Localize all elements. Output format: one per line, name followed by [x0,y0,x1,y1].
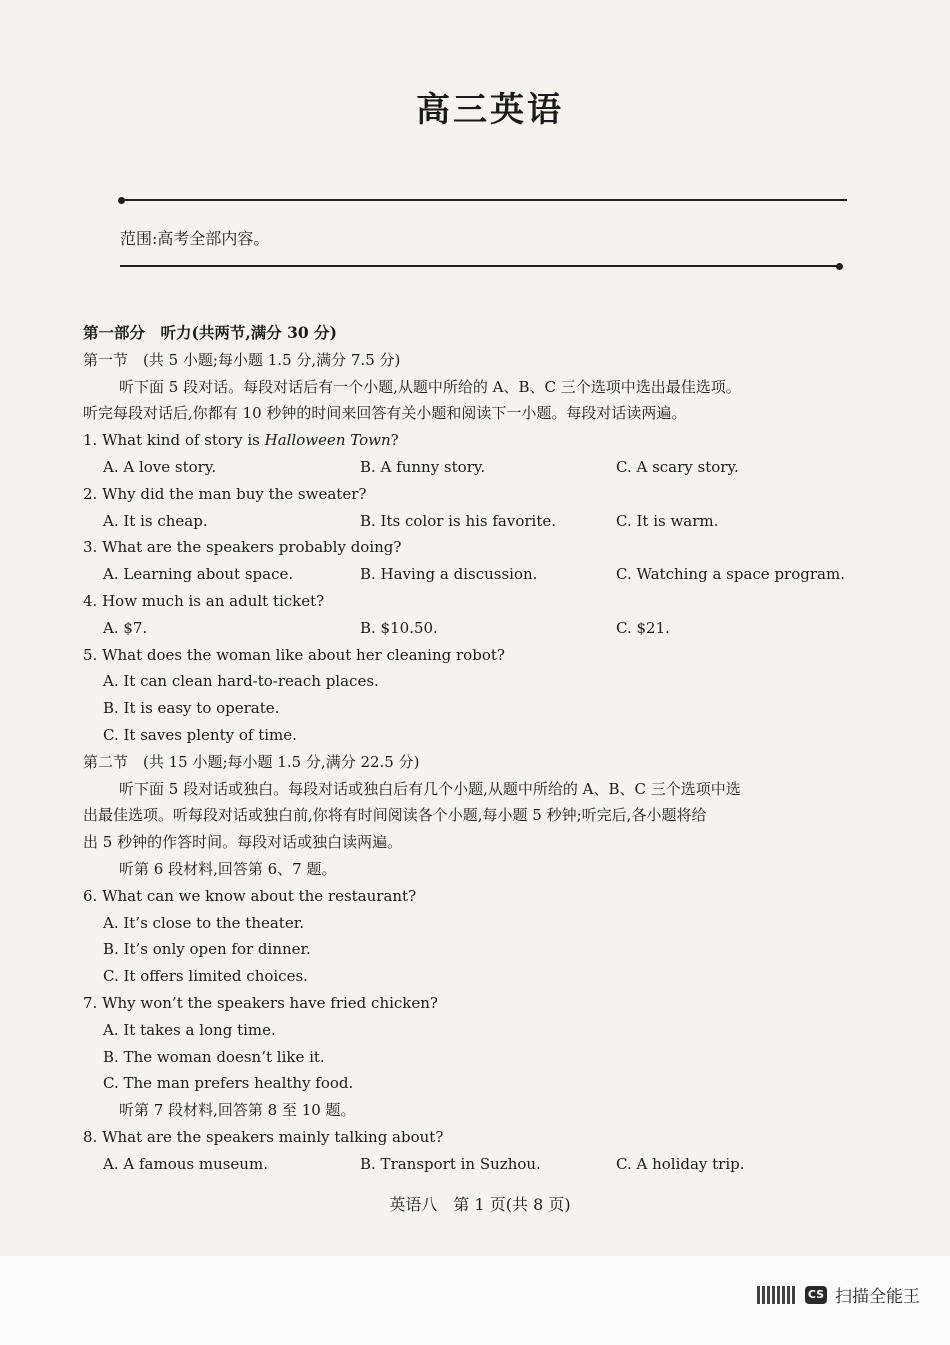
scanner-app-name: 扫描全能王 [835,1287,920,1307]
question-2-option-a: A. It is cheap. [103,511,208,530]
bottom-rule [120,265,838,267]
question-6-option-b: B. It’s only open for dinner. [103,940,311,959]
question-4-stem: 4. How much is an adult ticket? [83,591,325,610]
question-8-options [83,1151,898,1178]
question-6-option-c: C. It offers limited choices. [103,967,308,986]
question-7-stem: 7. Why won’t the speakers have fried chicken? [83,993,438,1012]
question-7-option-b: B. The woman doesn’t like it. [103,1047,325,1066]
question-8-option-a: A. A famous museum. [103,1154,268,1173]
question-2-option-c: C. It is warm. [616,511,719,530]
question-5-stem: 5. What does the woman like about her cleaning robot? [83,645,505,664]
scope-note: 范围:高考全部内容。 [120,229,270,248]
section2-instruction-1: 听下面 5 段对话或独白。每段对话或独白后有几个小题,从题中所给的 A、B、C 三个选项中选 [119,779,741,798]
question-3-option-a: A. Learning about space. [103,565,294,584]
section2-heading: 第二节 (共 15 小题;每小题 1.5 分,满分 22.5 分) [83,752,420,771]
section1-instruction-1: 听下面 5 段对话。每段对话后有一个小题,从题中所给的 A、B、C 三个选项中选出最佳选项。 [119,377,741,396]
question-4-options [83,615,898,642]
question-4-option-b: B. $10.50. [360,618,438,637]
question-1-option-b: B. A funny story. [360,457,486,476]
qr-code-icon [757,1286,797,1304]
top-rule [122,199,847,201]
question-3-options [83,561,898,588]
scanner-logo-icon: CS [805,1286,827,1304]
question-6-stem: 6. What can we know about the restaurant? [83,886,417,905]
question-2-stem: 2. Why did the man buy the sweater? [83,484,367,503]
page-title: 高三英语 [416,90,564,130]
question-8-option-b: B. Transport in Suzhou. [360,1154,541,1173]
question-6-option-a: A. It’s close to the theater. [103,913,304,932]
question-5-option-b: B. It is easy to operate. [103,699,280,718]
question-4-option-a: A. $7. [103,618,148,637]
question-8-option-c: C. A holiday trip. [616,1154,745,1173]
question-5-option-a: A. It can clean hard-to-reach places. [103,672,379,691]
question-3-stem: 3. What are the speakers probably doing? [83,538,402,557]
scanner-watermark [757,1282,920,1307]
question-7-option-a: A. It takes a long time. [103,1020,276,1039]
rule-dot-right [836,263,843,270]
question-5-option-c: C. It saves plenty of time. [103,725,297,744]
section1-instruction-2: 听完每段对话后,你都有 10 秒钟的时间来回答有关小题和阅读下一小题。每段对话读两遍。 [83,404,687,423]
question-1-option-a: A. A love story. [103,457,217,476]
question-1-pre: 1. What kind of story is [83,431,265,450]
section1-heading: 第一节 (共 5 小题;每小题 1.5 分,满分 7.5 分) [83,350,401,369]
section2-instruction-3: 出 5 秒钟的作答时间。每段对话或独白读两遍。 [83,833,403,852]
question-1-post: ? [390,431,399,450]
question-1-title: Halloween Town [264,431,391,450]
section2-instruction-2: 出最佳选项。听每段对话或独白前,你将有时间阅读各个小题,每小题 5 秒钟;听完后,各小题将给 [83,806,707,825]
question-3-option-b: B. Having a discussion. [360,565,538,584]
question-1-option-c: C. A scary story. [616,457,739,476]
material-6-note: 听第 6 段材料,回答第 6、7 题。 [119,859,337,878]
question-2-options [83,508,898,535]
question-7-option-c: C. The man prefers healthy food. [103,1074,354,1093]
material-7-note: 听第 7 段材料,回答第 8 至 10 题。 [119,1101,356,1120]
exam-content [83,320,898,1178]
part1-heading: 第一部分 听力(共两节,满分 30 分) [83,323,337,342]
question-4-option-c: C. $21. [616,618,670,637]
question-8-stem: 8. What are the speakers mainly talking about? [83,1127,444,1146]
question-2-option-b: B. Its color is his favorite. [360,511,557,530]
page-footer: 英语八 第 1 页(共 8 页) [389,1195,571,1214]
question-1-stem [83,427,898,454]
question-3-option-c: C. Watching a space program. [616,565,845,584]
question-1-options [83,454,898,481]
